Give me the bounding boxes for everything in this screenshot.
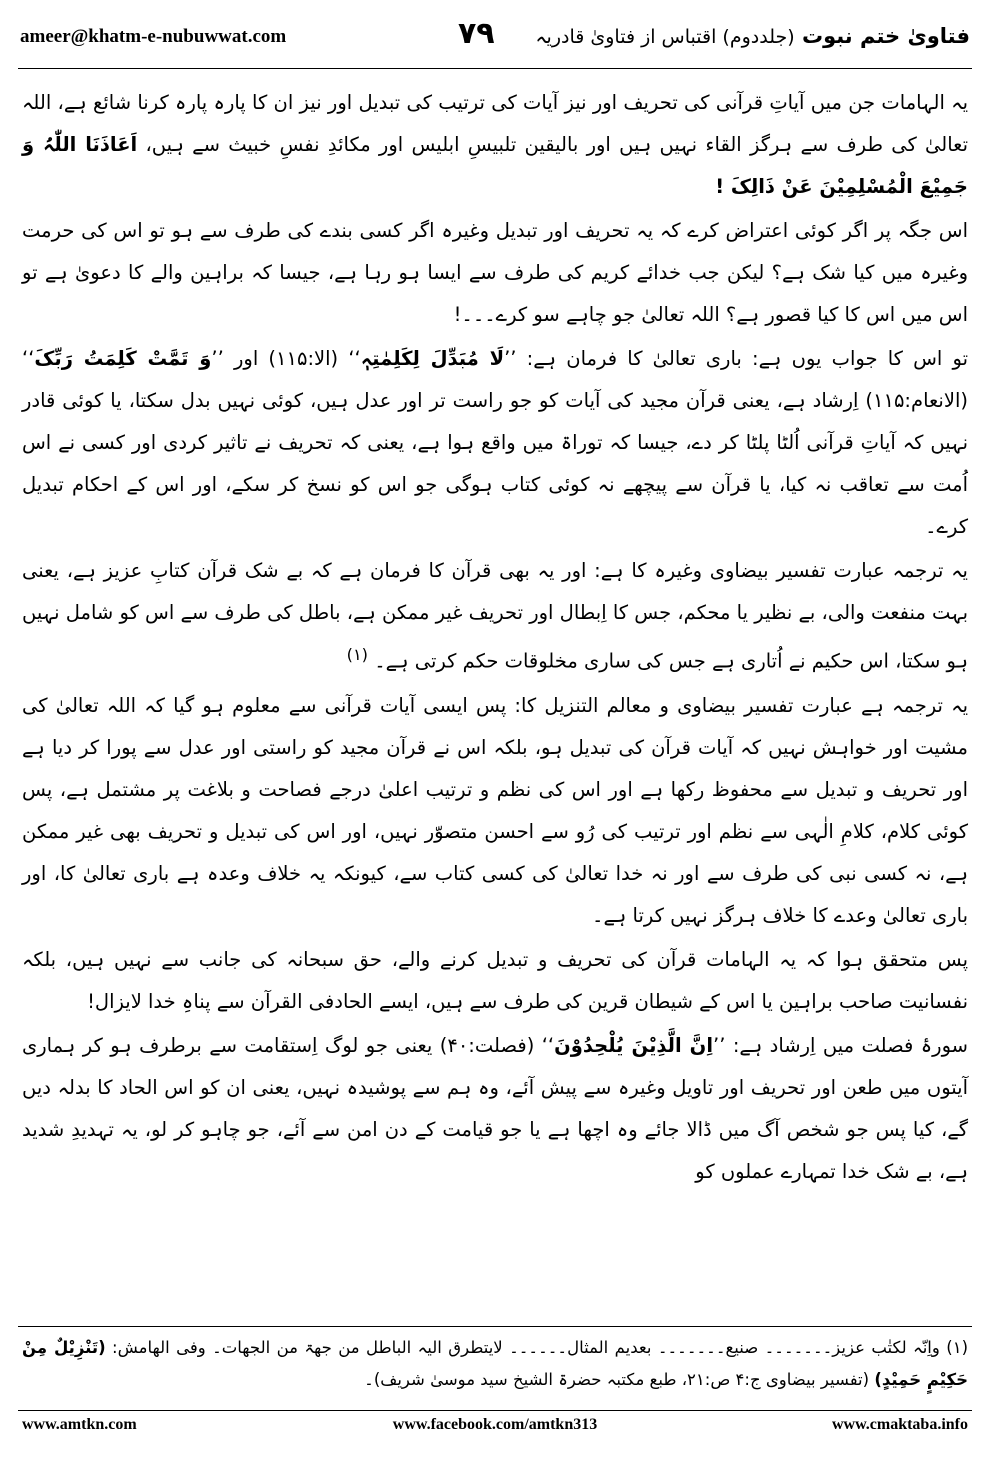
- paragraph-3-text-c: ‘‘ (الانعام:۱۱۵) اِرشاد ہے، یعنی قرآن مجید کی آیات کو جو راست تر اور عدل ہیں، کوئی نہیں بدل سکتا، یا کوئی قادر نہیں کہ آیاتِ قرآنی اُلٹا پلٹا کر دے، جیسا کہ توراۃ میں واقع ہوا ہے، یعنی کہ تحریف نے تاثیر کردی اور کسی نے اس اُمت سے تعاقب نہ کیا، یا قرآن سے پیچھے نہ کوئی کتاب ہوگی جو اس کو نسخ کر سکے، اور اس کے احکام تبدیل کرے۔: [22, 347, 968, 538]
- paragraph-6-text: پس متحقق ہوا کہ یہ الہامات قرآن کی تحریف و تبدیل کرنے والے، حق سبحانہ کی جانب سے نہیں ہیں، بلکہ نفسانیت صاحب براہین یا اس کے شیطان قرین کی طرف سے ہیں، ایسے الحادفی القرآن سے پناہِ خدا لایزال!: [22, 947, 968, 1013]
- footnote: [22, 1332, 968, 1396]
- footnote-quote: (تَنْزِیْلٌ مِنْ حَکِیْمٍ حَمِیْدٍ): [22, 1338, 968, 1389]
- footer-rule: [18, 1410, 972, 1411]
- paragraph-1: [22, 82, 968, 208]
- paragraph-4-text: یہ ترجمہ عبارت تفسیر بیضاوی وغیرہ کا ہے: اور یہ بھی قرآن کا فرمان ہے کہ بے شک قرآن کتابِ عزیز ہے، یعنی بہت منفعت والی، بے نظیر یا محکم، جس کا اِبطال اور تحریف غیر ممکن ہے، باطل کی طرف سے اس کو شامل نہیں ہو سکتا، اس حکیم نے اُتاری ہے جس کی ساری مخلوقات حکم کرتی ہے۔: [22, 559, 968, 673]
- footer-link-facebook[interactable]: www.facebook.com/amtkn313: [392, 1416, 598, 1433]
- paragraph-3-text-a: تو اس کا جواب یوں ہے: باری تعالیٰ کا فرمان ہے: ’’: [504, 347, 969, 370]
- quran-quote-1: لَا مُبَدِّلَ لِکَلِمٰتِہٖ: [360, 347, 505, 370]
- paragraph-7-text-b: ‘‘ (فصلت:۴۰) یعنی جو لوگ اِستقامت سے برطرف ہو کر ہماری آیتوں میں طعن اور تحریف اور تاویل وغیرہ سے پیش آئے، وہ ہم سے پوشیدہ نہیں، یعنی ان کو اس الحاد کا بدلہ دیں گے، کیا پس جو شخص آگ میں ڈالا جائے وہ اچھا ہے یا جو قیامت کے دن امن سے آئے، جو چاہو کر لو، یہ تہدیدِ شدید ہے، بے شک خدا تمہارے عملوں کو: [22, 1033, 968, 1183]
- book-title-main: فتاویٰ ختم نبوت: [801, 24, 970, 48]
- main-text: [22, 82, 968, 1195]
- page-header: [18, 18, 972, 64]
- footnote-citation: (تفسیر بیضاوی ج:۴ ص:۲۱، طبع مکتبہ حضرۃ الشیخ سید موسیٰ شریف)۔: [364, 1370, 870, 1389]
- footnote-arabic: واِنّہ لکتٰب عزیز۔۔۔۔۔۔۔ صنیع۔۔۔۔۔۔۔ بعدیم المثال۔۔۔۔۔۔ لایتطرق الیہ الباطل من جھۃ من الجھات۔ وفی الھامش:: [112, 1338, 940, 1357]
- paragraph-2: [22, 210, 968, 336]
- paragraph-5: [22, 685, 968, 937]
- footer-link-amtkn[interactable]: www.amtkn.com: [22, 1416, 137, 1433]
- footnote-marker: (۱): [946, 1338, 969, 1357]
- page-footer: [18, 1416, 972, 1440]
- header-rule: [18, 68, 972, 69]
- paragraph-1-text: یہ الہامات جن میں آیاتِ قرآنی کی تحریف اور نیز آیات کی ترتیب کی تبدیل اور نیز ان کا پارہ پارہ کرنا شائع ہے، اللہ تعالیٰ کی طرف سے ہرگز القاء نہیں ہیں اور بالیقین تلبیسِ ابلیس اور مکائدِ نفسِ خبیث سے ہیں،: [22, 91, 968, 156]
- footnote-reference[interactable]: (۱): [346, 645, 369, 664]
- page-number: ۷۹: [458, 16, 495, 51]
- footer-link-cmaktaba[interactable]: www.cmaktaba.info: [831, 1416, 968, 1433]
- paragraph-1-arabic: اَعَاذَنَا اللّٰہُ وَ جَمِیْعَ الْمُسْلِمِیْنَ عَنْ ذَالِکَ !: [22, 133, 968, 198]
- paragraph-3: [22, 338, 968, 548]
- header-email[interactable]: ameer@khatm-e-nubuwwat.com: [20, 26, 287, 47]
- paragraph-6: [22, 939, 968, 1023]
- book-title: [535, 24, 970, 48]
- paragraph-3-text-b: ‘‘ (الا:۱۱۵) اور ’’: [211, 347, 361, 370]
- book-title-subtitle: (جلددوم) اقتباس از فتاویٰ قادریہ: [535, 26, 795, 48]
- quran-quote-3: اِنَّ الَّذِیْنَ یُلْحِدُوْنَ: [554, 1033, 714, 1057]
- paragraph-7: [22, 1025, 968, 1193]
- footnote-rule: [18, 1326, 972, 1327]
- paragraph-7-text-a: سورۂ فصلت میں اِرشاد ہے: ’’: [713, 1033, 969, 1057]
- quran-quote-2: وَ تَمَّتْ کَلِمَتُ رَبِّکَ: [34, 347, 212, 370]
- paragraph-4: [22, 550, 968, 683]
- paragraph-5-text: یہ ترجمہ ہے عبارت تفسیر بیضاوی و معالم التنزیل کا: پس ایسی آیات قرآنی سے معلوم ہو گیا کہ اللہ تعالیٰ کی مشیت اور خواہش نہیں کہ آیات قرآن کی تبدیل ہو، بلکہ اس نے قرآن مجید کو راستی اور عدل سے پورا کر دیا ہے اور تحریف و تبدیل سے محفوظ رکھا ہے اور اس کی نظم و ترتیب اعلیٰ درجے فصاحت و بلاغت پر مشتمل ہے، پس کوئی کلام، کلامِ الٰہی سے نظم اور ترتیب کی رُو سے احسن متصوّر نہیں، اور اس کی تبدیل و تحریف بھی غیر ممکن ہے، نہ کسی نبی کی طرف سے اور نہ خدا تعالیٰ کی کسی کتاب سے، کیونکہ یہ خلاف وعدہ ہے باری تعالیٰ کا، اور باری تعالیٰ وعدے کا خلاف ہرگز نہیں کرتا ہے۔: [22, 693, 968, 927]
- paragraph-2-text: اس جگہ پر اگر کوئی اعتراض کرے کہ یہ تحریف اور تبدیل وغیرہ اگر کسی بندے کی طرف سے ہو تو اس کی حرمت وغیرہ میں کیا شک ہے؟ لیکن جب خدائے کریم کی طرف سے ایسا ہو رہا ہے، جیسا کہ براہین والے کا دعویٰ ہے تو اس میں اس کا کیا قصور ہے؟ اللہ تعالیٰ جو چاہے سو کرے۔۔۔!: [22, 219, 968, 326]
